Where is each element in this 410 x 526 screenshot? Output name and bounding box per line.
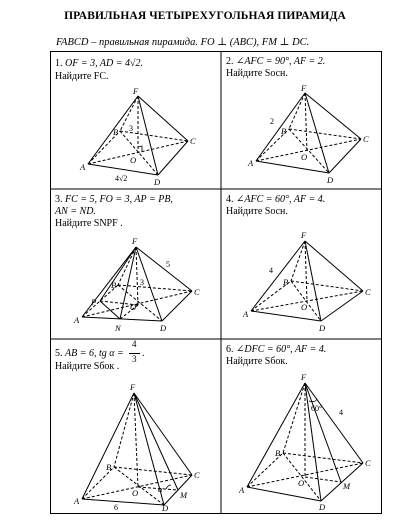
punctuation: . xyxy=(142,348,145,359)
length-label: 3 xyxy=(140,278,144,287)
problem-task: Найдите Sосн. xyxy=(226,68,288,79)
vertex-label: O xyxy=(130,302,137,312)
problem-task: Найдите SNPF . xyxy=(55,218,123,229)
length-label: 4 xyxy=(339,408,343,417)
vertex-label: F xyxy=(301,372,307,382)
length-label: 4√2 xyxy=(115,174,128,183)
vertex-label: O xyxy=(130,155,137,165)
problem-task: Найдите Sбок. xyxy=(226,356,288,367)
vertex-label: F xyxy=(130,382,136,392)
length-label: 2 xyxy=(270,117,274,126)
vertex-label: F xyxy=(301,230,307,240)
length-label: 3 xyxy=(129,124,133,133)
problem-condition: FC = 5, FO = 3, AP = PB, xyxy=(65,194,173,205)
problem-number: 1. xyxy=(55,58,63,69)
vertex-label: D xyxy=(319,502,326,512)
problem-5 xyxy=(50,339,221,514)
problem-task: Найдите Sбок . xyxy=(55,361,120,372)
vertex-label: B xyxy=(275,448,281,458)
vertex-label: B xyxy=(283,277,289,287)
angle-label: α xyxy=(158,484,163,494)
problem-number: 2. xyxy=(226,56,234,67)
problem-number: 4. xyxy=(226,194,234,205)
problem-1 xyxy=(50,51,221,189)
vertex-label: B xyxy=(281,126,287,136)
problem-2 xyxy=(221,51,382,189)
vertex-label: D xyxy=(160,323,167,333)
problem-number: 3. xyxy=(55,194,63,205)
vertex-label: B xyxy=(111,280,117,290)
vertex-label: C xyxy=(365,287,371,297)
problem-condition: ∠AFC = 60°, AF = 4. xyxy=(236,194,326,205)
vertex-label: F xyxy=(301,83,307,93)
fraction-denominator: 3 xyxy=(132,354,137,364)
vertex-label: N xyxy=(115,323,121,333)
vertex-label: C xyxy=(194,470,200,480)
vertex-label: P xyxy=(91,297,97,307)
fraction-numerator: 4 xyxy=(132,339,137,349)
problem-condition: AB = 6, tg α = xyxy=(65,348,124,359)
problem-grid xyxy=(50,51,382,514)
vertex-label: C xyxy=(365,458,371,468)
problem-number: 6. xyxy=(226,344,234,355)
vertex-label: O xyxy=(132,488,139,498)
vertex-label: F xyxy=(132,236,138,246)
problem-4 xyxy=(221,189,382,339)
problem-number: 5. xyxy=(55,348,63,359)
vertex-label: A xyxy=(239,485,245,495)
problem-6 xyxy=(221,339,382,514)
page-title: ПРАВИЛЬНАЯ ЧЕТЫРЕХУГОЛЬНАЯ ПИРАМИДА xyxy=(64,10,346,22)
vertex-label: D xyxy=(162,503,169,513)
vertex-label: D xyxy=(154,177,161,187)
vertex-label: B xyxy=(106,462,112,472)
problem-condition: ∠DFC = 60°, AF = 4. xyxy=(236,344,327,355)
angle-label: 60° xyxy=(311,404,323,413)
vertex-label: C xyxy=(194,287,200,297)
vertex-label: F xyxy=(133,86,139,96)
problem-condition: OF = 3, AD = 4√2. xyxy=(65,58,143,69)
problem-task: Найдите FC. xyxy=(55,71,109,82)
vertex-label: D xyxy=(327,175,334,185)
vertex-label: O xyxy=(301,302,308,312)
length-label: 5 xyxy=(166,260,170,269)
vertex-label: C xyxy=(363,134,369,144)
vertex-label: M xyxy=(343,481,351,491)
problem-condition-continued: AN = ND. xyxy=(55,206,96,217)
vertex-label: A xyxy=(248,158,254,168)
problem-task: Найдите Sосн. xyxy=(226,206,288,217)
problem-3 xyxy=(50,189,221,339)
problem-condition: ∠AFC = 90°, AF = 2. xyxy=(236,56,326,67)
vertex-label: A xyxy=(74,315,80,325)
vertex-label: A xyxy=(74,496,80,506)
vertex-label: M xyxy=(180,490,188,500)
length-label: 6 xyxy=(114,503,118,512)
problem-statement: FABCD – правильная пирамида. FO ⊥ (ABC), FM ⊥ DC. xyxy=(56,37,310,48)
pyramid-figure xyxy=(50,51,221,189)
vertex-label: B xyxy=(113,127,119,137)
pyramid-figure xyxy=(221,51,382,189)
vertex-label: A xyxy=(243,309,249,319)
vertex-label: O xyxy=(301,152,308,162)
vertex-label: C xyxy=(190,136,196,146)
vertex-label: A xyxy=(80,162,86,172)
length-label: 4 xyxy=(269,266,273,275)
vertex-label: O xyxy=(298,478,305,488)
vertex-label: D xyxy=(319,323,326,333)
